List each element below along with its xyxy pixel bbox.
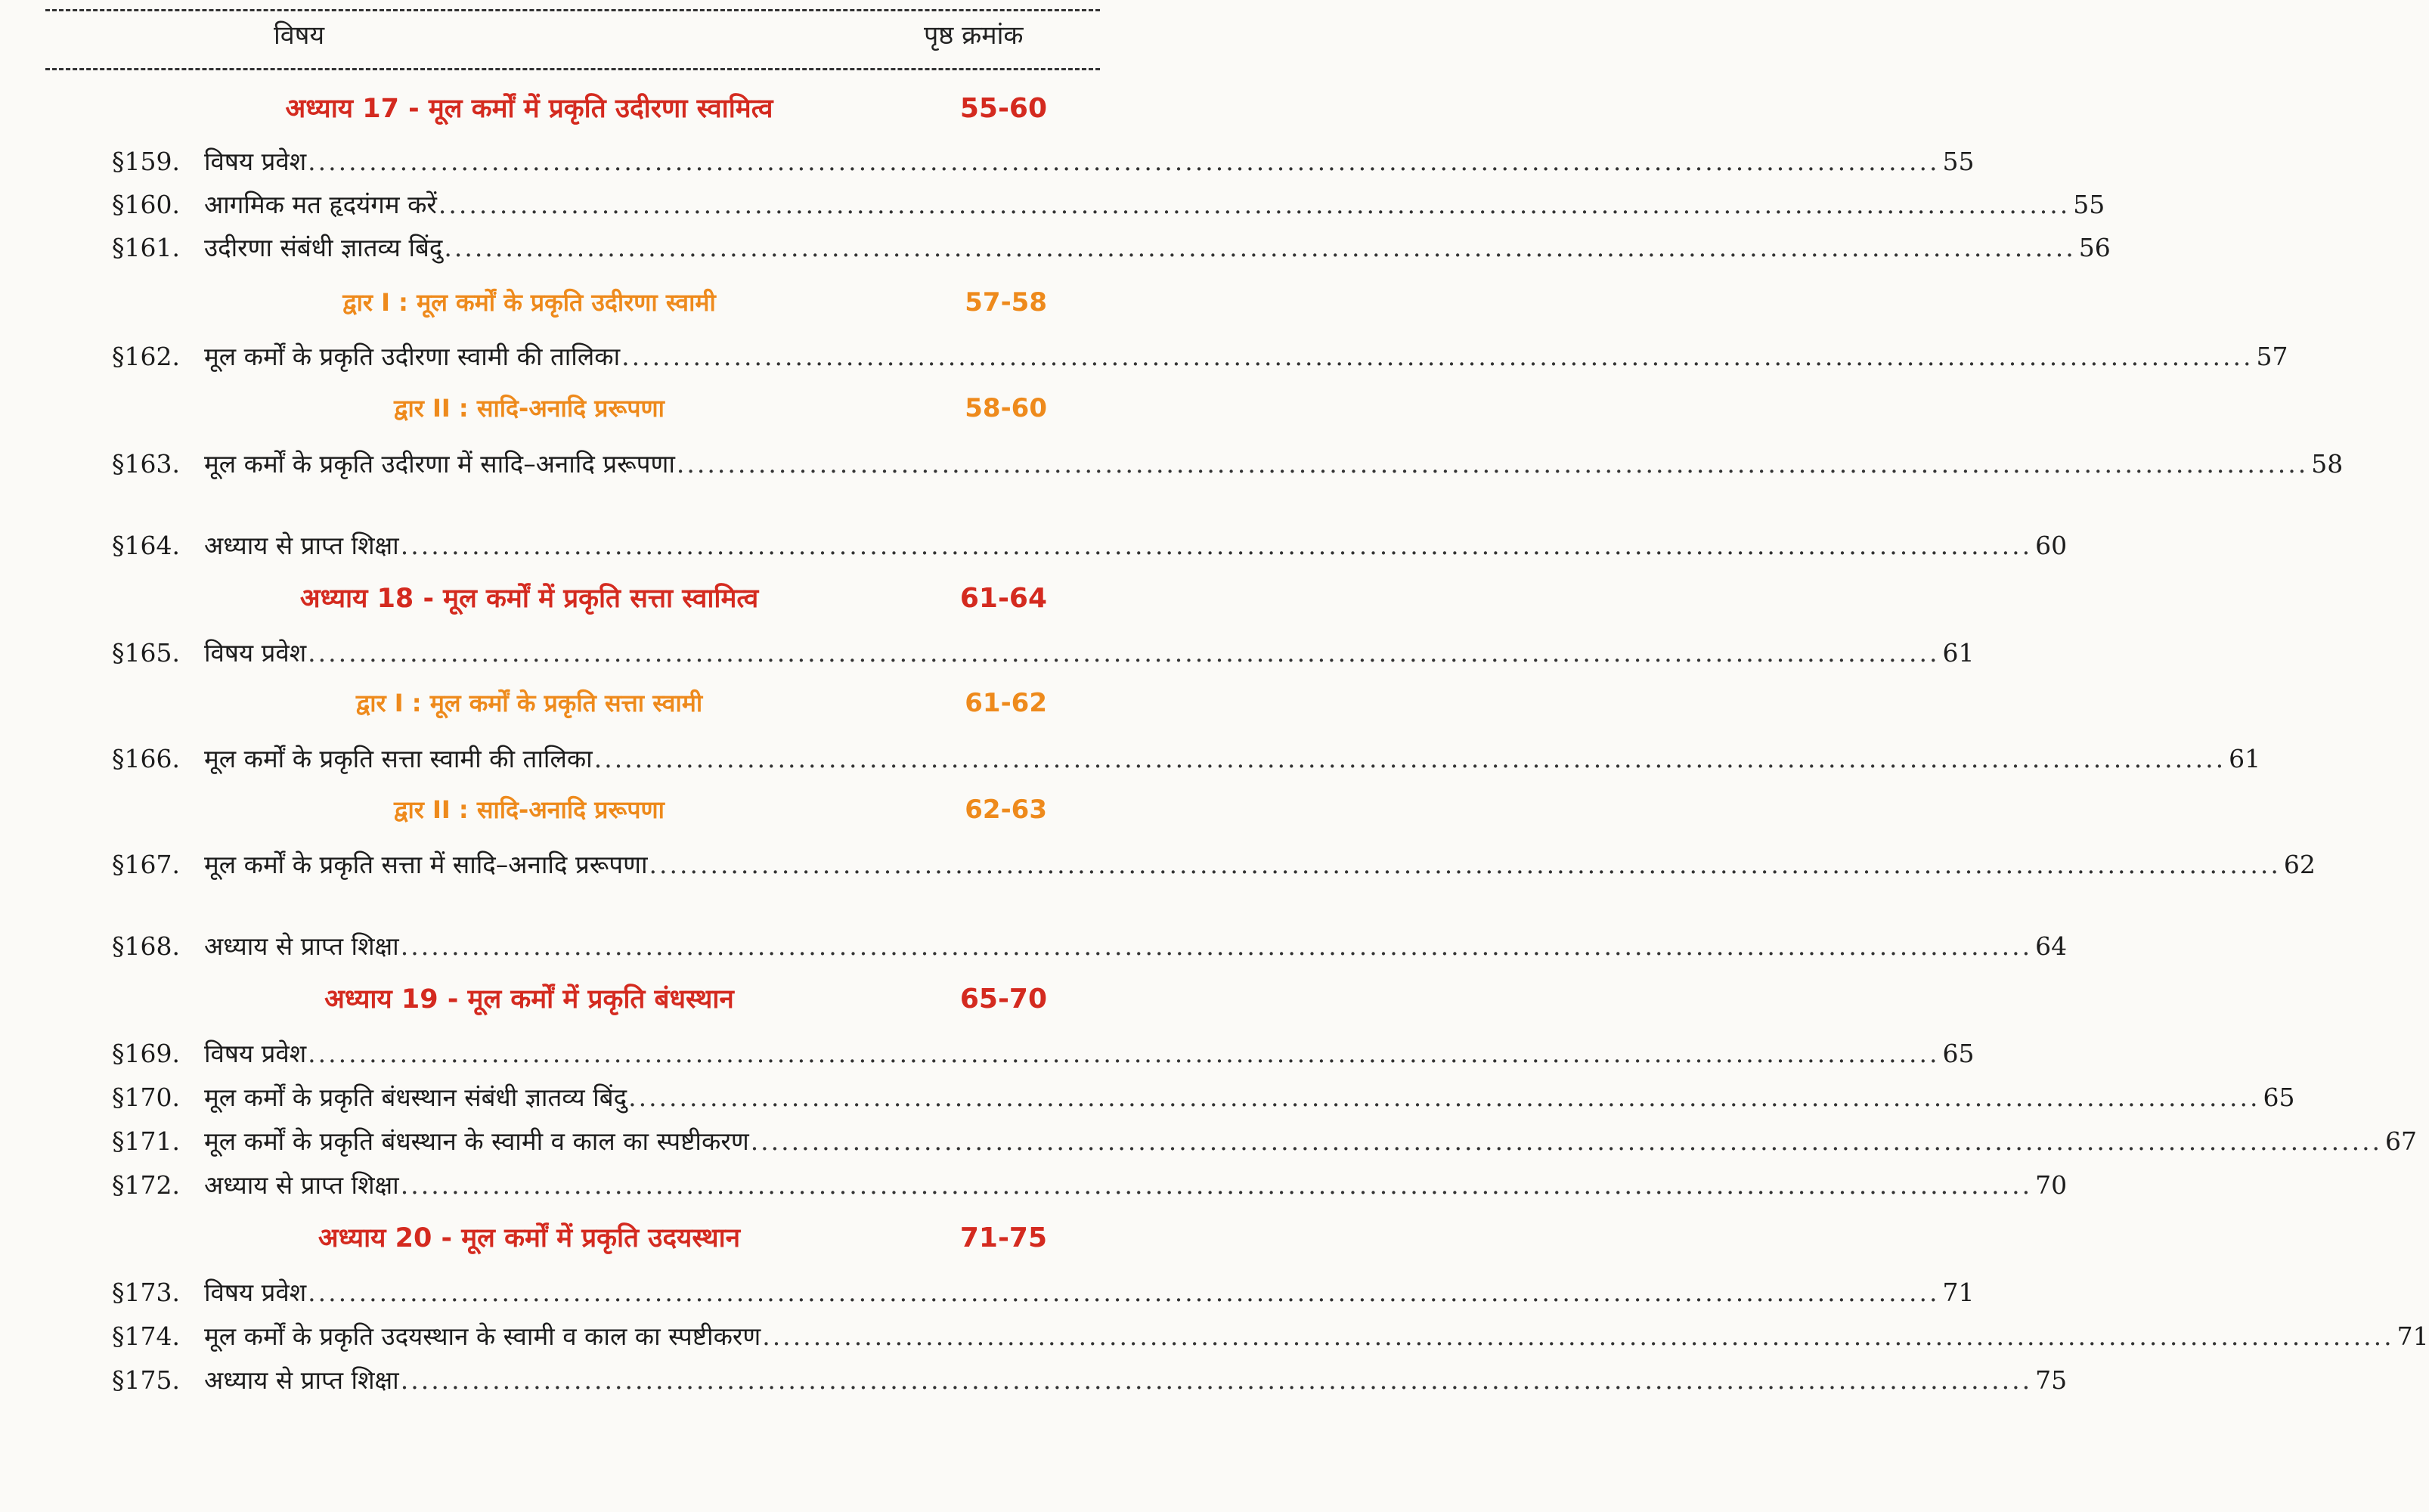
- chapter-title: अध्याय 20 - मूल कर्मों में प्रकृति उदयस्थान: [318, 1223, 741, 1253]
- section-number: §166.: [112, 744, 180, 773]
- section-page: 58: [2311, 449, 2344, 479]
- door-page-range: 57-58: [965, 287, 1047, 318]
- section-title: अध्याय से प्राप्त शिक्षा: [204, 1365, 399, 1395]
- section-number: §164.: [112, 531, 180, 560]
- door-title: द्वार II : सादि-अनादि प्ररूपणा: [394, 795, 665, 824]
- top-dashed-rule: [45, 9, 1100, 11]
- section-page: 61: [2229, 744, 2261, 773]
- section-number: §168.: [112, 931, 180, 961]
- section-page: 61: [1942, 638, 1975, 668]
- section-page: 57: [2256, 342, 2288, 371]
- dot-leader: ................................................................................................................................................................: [676, 449, 2309, 479]
- section-title: विषय प्रवेश: [204, 1039, 307, 1068]
- toc-entry[interactable]: [112, 1272, 1975, 1314]
- toc-entry[interactable]: [112, 1077, 2295, 1119]
- section-title: विषय प्रवेश: [204, 638, 307, 668]
- section-number: §172.: [112, 1170, 180, 1200]
- toc-entry[interactable]: [112, 227, 2111, 269]
- dot-leader: ................................................................................................................................................................: [400, 531, 2033, 560]
- door-heading[interactable]: [0, 281, 1134, 327]
- subject-column-header: विषय: [274, 20, 325, 51]
- door-page-range: 58-60: [965, 393, 1047, 423]
- section-page: 67: [2385, 1126, 2418, 1156]
- toc-entry[interactable]: [112, 1164, 2068, 1207]
- section-page: 71: [2396, 1321, 2429, 1351]
- door-heading[interactable]: [0, 789, 1134, 834]
- section-number: §173.: [112, 1278, 180, 1307]
- chapter-title: अध्याय 18 - मूल कर्मों में प्रकृति सत्ता स्वामित्व: [299, 584, 759, 614]
- chapter-title: अध्याय 19 - मूल कर्मों में प्रकृति बंधस्थान: [324, 984, 734, 1015]
- section-page: 70: [2035, 1170, 2068, 1200]
- section-number: §165.: [112, 638, 180, 668]
- door-page-range: 62-63: [965, 795, 1047, 825]
- section-title: मूल कर्मों के प्रकृति सत्ता में सादि–अनादि प्ररूपणा: [204, 850, 648, 879]
- section-title: मूल कर्मों के प्रकृति उदयस्थान के स्वामी व काल का स्पष्टीकरण: [204, 1321, 761, 1351]
- dot-leader: ................................................................................................................................................................: [593, 744, 2226, 773]
- section-title: मूल कर्मों के प्रकृति उदीरणा स्वामी की तालिका: [204, 342, 621, 371]
- chapter-title: अध्याय 17 - मूल कर्मों में प्रकृति उदीरणा स्वामित्व: [285, 94, 773, 124]
- section-title: अध्याय से प्राप्त शिक्षा: [204, 1170, 399, 1200]
- chapter-page-range: 65-70: [959, 984, 1047, 1015]
- dot-leader: ................................................................................................................................................................: [400, 931, 2033, 961]
- door-title: द्वार II : सादि-अनादि प्ररूपणा: [394, 394, 665, 423]
- dot-leader: ................................................................................................................................................................: [308, 1278, 1940, 1307]
- section-page: 75: [2035, 1365, 2068, 1395]
- section-page: 71: [1942, 1278, 1975, 1307]
- door-heading[interactable]: [0, 682, 1134, 727]
- section-title: मूल कर्मों के प्रकृति उदीरणा में सादि–अनादि प्ररूपणा: [204, 449, 675, 479]
- chapter-page-range: 55-60: [959, 93, 1047, 124]
- chapter-page-range: 61-64: [959, 583, 1047, 614]
- section-title: आगमिक मत हृदयंगम करें: [204, 190, 437, 219]
- toc-entry[interactable]: [112, 336, 2288, 378]
- toc-entry[interactable]: [112, 1315, 2429, 1358]
- header-dashed-rule: [45, 68, 1100, 70]
- dot-leader: ................................................................................................................................................................: [762, 1321, 2394, 1351]
- dot-leader: ................................................................................................................................................................: [649, 850, 2281, 879]
- section-page: 64: [2035, 931, 2068, 961]
- section-page: 65: [1942, 1039, 1975, 1068]
- dot-leader: ................................................................................................................................................................: [308, 638, 1940, 668]
- section-page: 56: [2078, 233, 2111, 262]
- section-title: उदीरणा संबंधी ज्ञातव्य बिंदु: [204, 233, 443, 262]
- section-title: मूल कर्मों के प्रकृति बंधस्थान के स्वामी व काल का स्पष्टीकरण: [204, 1126, 749, 1156]
- section-number: §169.: [112, 1039, 180, 1068]
- chapter-heading[interactable]: [0, 1217, 1134, 1263]
- section-page: 60: [2035, 531, 2068, 560]
- chapter-heading[interactable]: [0, 978, 1134, 1024]
- section-number: §159.: [112, 147, 180, 176]
- chapter-heading[interactable]: [0, 88, 1134, 133]
- dot-leader: ................................................................................................................................................................: [400, 1365, 2033, 1395]
- door-heading[interactable]: [0, 387, 1134, 432]
- section-number: §174.: [112, 1321, 180, 1351]
- toc-entry[interactable]: [112, 1359, 2068, 1402]
- dot-leader: ................................................................................................................................................................: [308, 1039, 1940, 1068]
- toc-entry[interactable]: [112, 525, 2068, 567]
- dot-leader: ................................................................................................................................................................: [621, 342, 2254, 371]
- section-title: अध्याय से प्राप्त शिक्षा: [204, 531, 399, 560]
- section-title: मूल कर्मों के प्रकृति बंधस्थान संबंधी ज्ञातव्य बिंदु: [204, 1083, 627, 1112]
- toc-entry[interactable]: [112, 1033, 1975, 1075]
- dot-leader: ................................................................................................................................................................: [400, 1170, 2033, 1200]
- dot-leader: ................................................................................................................................................................: [438, 190, 2071, 219]
- section-number: §163.: [112, 449, 180, 479]
- dot-leader: ................................................................................................................................................................: [628, 1083, 2260, 1112]
- section-number: §161.: [112, 233, 180, 262]
- toc-entry[interactable]: [112, 141, 1975, 183]
- section-page: 65: [2263, 1083, 2295, 1112]
- section-title: अध्याय से प्राप्त शिक्षा: [204, 931, 399, 961]
- section-page: 55: [2073, 190, 2105, 219]
- dot-leader: ................................................................................................................................................................: [750, 1126, 2383, 1156]
- section-number: §160.: [112, 190, 180, 219]
- section-number: §175.: [112, 1365, 180, 1395]
- section-number: §162.: [112, 342, 180, 371]
- toc-entry[interactable]: [112, 1120, 2418, 1163]
- section-number: §167.: [112, 850, 180, 879]
- section-page: 62: [2283, 850, 2316, 879]
- toc-entry[interactable]: [112, 844, 2316, 886]
- toc-entry[interactable]: [112, 443, 2344, 485]
- chapter-page-range: 71-75: [959, 1222, 1047, 1253]
- dot-leader: ................................................................................................................................................................: [308, 147, 1940, 176]
- dot-leader: ................................................................................................................................................................: [444, 233, 2076, 262]
- section-title: मूल कर्मों के प्रकृति सत्ता स्वामी की तालिका: [204, 744, 593, 773]
- section-number: §170.: [112, 1083, 180, 1112]
- door-page-range: 61-62: [965, 688, 1047, 718]
- page-column-header: पृष्ठ क्रमांक: [924, 20, 1024, 51]
- door-title: द्वार I : मूल कर्मों के प्रकृति उदीरणा स्वामी: [342, 288, 716, 317]
- toc-entry[interactable]: [112, 925, 2068, 968]
- door-title: द्वार I : मूल कर्मों के प्रकृति सत्ता स्वामी: [355, 689, 703, 717]
- toc-entry[interactable]: [112, 184, 2105, 226]
- toc-entry[interactable]: [112, 738, 2261, 780]
- section-title: विषय प्रवेश: [204, 147, 307, 176]
- toc-entry[interactable]: [112, 632, 1975, 674]
- section-number: §171.: [112, 1126, 180, 1156]
- section-page: 55: [1942, 147, 1975, 176]
- chapter-heading[interactable]: [0, 578, 1134, 623]
- section-title: विषय प्रवेश: [204, 1278, 307, 1307]
